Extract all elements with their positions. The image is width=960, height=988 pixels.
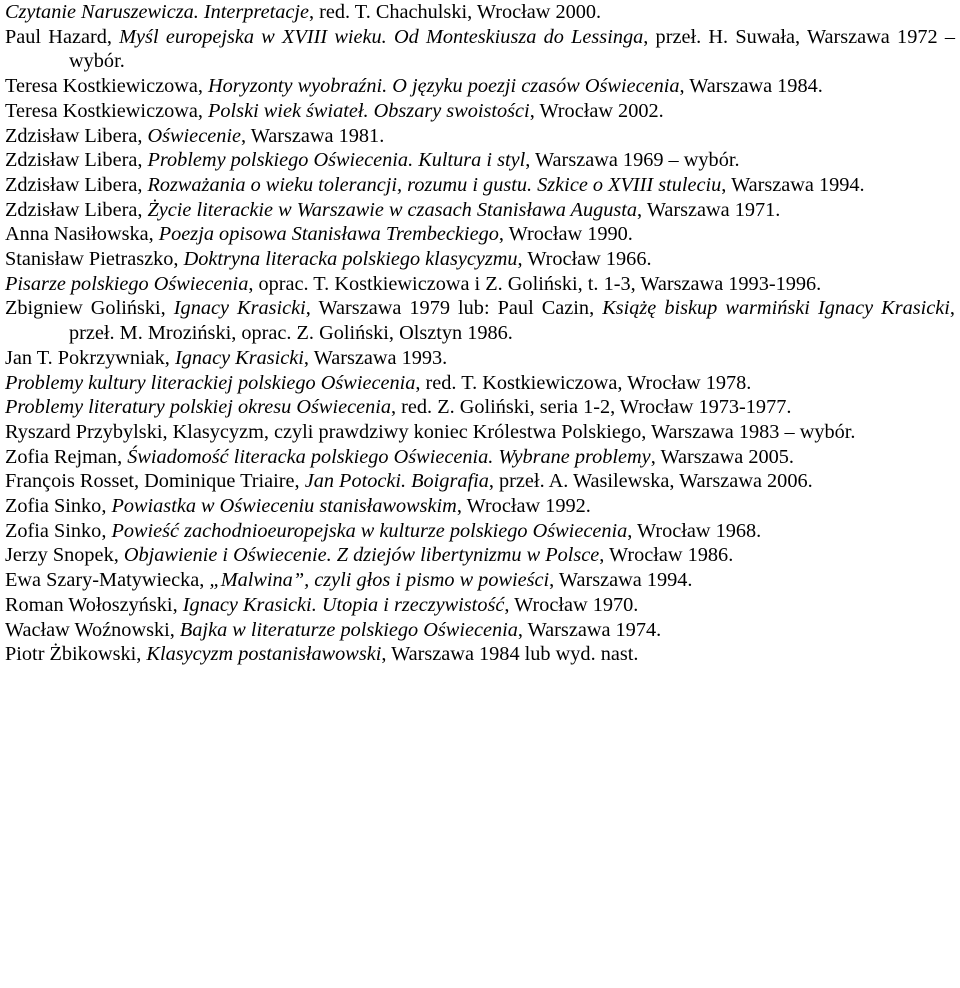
bibliography-entry — [5, 25, 955, 74]
entry-text: Zofia Sinko, — [5, 495, 112, 518]
bibliography-entry — [5, 469, 955, 494]
entry-text: Zdzisław Libera, — [5, 124, 148, 147]
entry-text: , przeł. H. Suwała, Warszawa 1972 – wybór. — [69, 25, 955, 73]
entry-text: Zofia Rejman, — [5, 445, 128, 468]
bibliography-entry — [5, 0, 955, 25]
entry-title: Problemy polskiego Oświecenia. Kultura i styl — [147, 149, 526, 172]
entry-text: Wacław Woźnowski, — [5, 618, 180, 641]
bibliography-entry — [5, 222, 955, 247]
entry-text: , Warszawa 1974. — [517, 618, 662, 641]
bibliography-entry — [5, 74, 955, 99]
entry-title: Czytanie Naruszewicza. Interpretacje — [5, 1, 309, 23]
entry-text: , przeł. M. Mroziński, oprac. Z. Goliński, Olsztyn 1986. — [69, 297, 955, 345]
entry-text: Zofia Sinko, — [5, 519, 112, 542]
entry-text: , Warszawa 1971. — [637, 198, 781, 221]
entry-text: Zbigniew Goliński, — [5, 297, 174, 320]
entry-text: , Warszawa 2005. — [650, 445, 794, 468]
bibliography-entry — [5, 395, 955, 420]
bibliography-entry — [5, 296, 955, 345]
entry-text: , Wrocław 1968. — [627, 519, 762, 542]
entry-title: Pisarze polskiego Oświecenia — [5, 272, 249, 295]
entry-text: Jan T. Pokrzywniak, — [5, 346, 175, 369]
bibliography-entry — [5, 494, 955, 519]
entry-text: Piotr Żbikowski, — [5, 643, 147, 666]
entry-text: , Warszawa 1993. — [303, 346, 448, 369]
entry-text: Ryszard Przybylski, Klasycyzm, czyli prawdziwy koniec Królestwa Polskiego, Warszawa 1983 – wybór. — [5, 420, 856, 443]
bibliography-entry — [5, 543, 955, 568]
entry-text: , red. Z. Goliński, seria 1-2, Wrocław 1973-1977. — [391, 396, 792, 419]
entry-text: Ewa Szary-Matywiecka, — [5, 569, 210, 592]
bibliography-entry — [5, 247, 955, 272]
entry-text: , przeł. A. Wasilewska, Warszawa 2006. — [488, 470, 813, 493]
entry-title: Bajka w literaturze polskiego Oświecenia — [179, 618, 518, 641]
entry-text: François Rosset, Dominique Triaire, — [5, 470, 305, 493]
entry-title: Oświecenie — [147, 124, 241, 147]
entry-title: Książę biskup warmiński Ignacy Krasicki — [602, 297, 950, 320]
entry-text: Zdzisław Libera, — [5, 173, 148, 196]
entry-title: Klasycyzm postanisławowski — [146, 643, 382, 666]
entry-text: , Wrocław 1986. — [599, 544, 734, 567]
entry-title: Powieść zachodnioeuropejska w kulturze polskiego Oświecenia — [111, 519, 628, 542]
entry-title: Poezja opisowa Stanisława Trembeckiego — [158, 223, 499, 246]
entry-title: Życie literackie w Warszawie w czasach Stanisława Augusta — [147, 198, 638, 221]
entry-text: , Warszawa 1979 lub: Paul Cazin, — [305, 297, 603, 320]
bibliography-entry — [5, 124, 955, 149]
entry-title: Doktryna literacka polskiego klasycyzmu — [183, 248, 518, 271]
bibliography-entry — [5, 198, 955, 223]
entry-text: , Warszawa 1994. — [549, 569, 693, 592]
entry-title: Horyzonty wyobraźni. O języku poezji czasów Oświecenia — [208, 75, 680, 98]
entry-text: , Wrocław 1970. — [504, 593, 639, 616]
entry-text: Teresa Kostkiewiczowa, — [5, 75, 209, 98]
entry-title: Objawienie i Oświecenie. Z dziejów libertynizmu w Polsce — [123, 544, 600, 567]
entry-text: Zdzisław Libera, — [5, 149, 148, 172]
bibliography-entry — [5, 148, 955, 173]
bibliography-entry — [5, 420, 955, 445]
entry-text: , Warszawa 1981. — [240, 124, 385, 147]
bibliography-entry — [5, 642, 955, 667]
entry-title: Problemy kultury literackiej polskiego Oświecenia — [5, 371, 416, 394]
entry-text: , Warszawa 1984 lub wyd. nast. — [381, 643, 639, 666]
entry-title: Myśl europejska w XVIII wieku. Od Monteskiusza do Lessinga — [119, 25, 644, 48]
bibliography-entry — [5, 272, 955, 297]
entry-text: , Warszawa 1994. — [721, 173, 865, 196]
entry-title: Problemy literatury polskiej okresu Oświecenia — [5, 396, 392, 419]
entry-title: Powiastka w Oświeceniu stanisławowskim — [111, 495, 457, 518]
bibliography-entry — [5, 519, 955, 544]
entry-text: Jerzy Snopek, — [5, 544, 124, 567]
entry-text: Teresa Kostkiewiczowa, — [5, 99, 209, 122]
entry-text: Paul Hazard, — [5, 25, 120, 48]
entry-title: Ignacy Krasicki — [173, 297, 306, 320]
bibliography-entry — [5, 593, 955, 618]
entry-title: Polski wiek świateł. Obszary swoistości — [208, 99, 530, 122]
entry-text: Stanisław Pietraszko, — [5, 248, 184, 271]
bibliography-entry — [5, 618, 955, 643]
bibliography-entry — [5, 173, 955, 198]
entry-text: Anna Nasiłowska, — [5, 223, 159, 246]
entry-text: , oprac. T. Kostkiewiczowa i Z. Goliński, t. 1-3, Warszawa 1993-1996. — [248, 272, 822, 295]
entry-text: , Warszawa 1969 – wybór. — [525, 149, 740, 172]
bibliography-entry — [5, 371, 955, 396]
entry-text: , Wrocław 1966. — [517, 248, 652, 271]
bibliography-entry — [5, 99, 955, 124]
bibliography-entry — [5, 346, 955, 371]
entry-text: Zdzisław Libera, — [5, 198, 148, 221]
bibliography-entry — [5, 445, 955, 470]
bibliography-entry — [5, 568, 955, 593]
entry-title: Rozważania o wieku tolerancji, rozumu i gustu. Szkice o XVIII stuleciu — [147, 173, 722, 196]
entry-text: , Wrocław 2002. — [529, 99, 664, 122]
entry-text: , red. T. Chachulski, Wrocław 2000. — [309, 1, 602, 23]
entry-title: „Malwina”, czyli głos i pismo w powieści — [209, 569, 550, 592]
entry-text: Roman Wołoszyński, — [5, 593, 183, 616]
entry-title: Świadomość literacka polskiego Oświecenia. Wybrane problemy — [127, 445, 651, 468]
entry-title: Ignacy Krasicki. Utopia i rzeczywistość — [182, 593, 505, 616]
entry-text: , red. T. Kostkiewiczowa, Wrocław 1978. — [415, 371, 752, 394]
entry-title: Jan Potocki. Boigrafia — [304, 470, 489, 493]
entry-text: , Warszawa 1984. — [679, 75, 823, 98]
entry-text: , Wrocław 1990. — [498, 223, 633, 246]
entry-text: , Wrocław 1992. — [456, 495, 591, 518]
entry-title: Ignacy Krasicki — [174, 346, 304, 369]
